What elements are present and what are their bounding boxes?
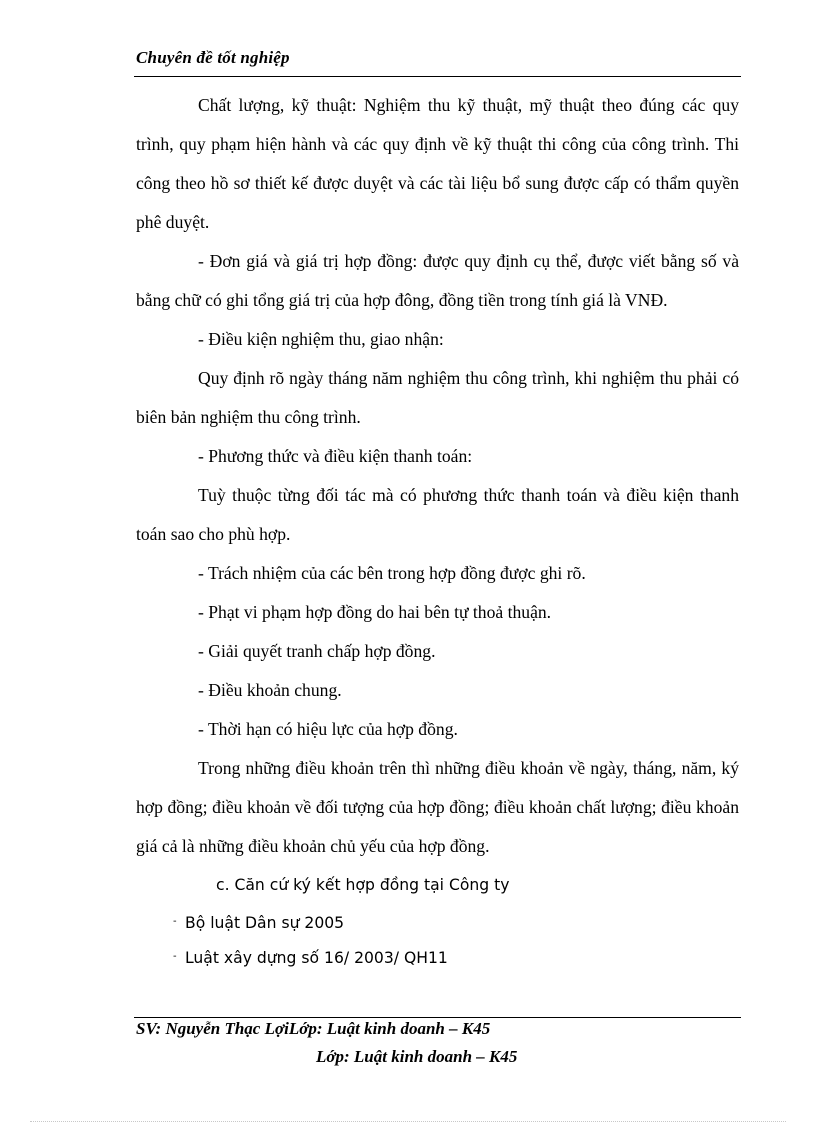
paragraph-acceptance-heading: - Điều kiện nghiệm thu, giao nhận: (198, 329, 444, 349)
list-item: - Giải quyết tranh chấp hợp đồng. (198, 641, 436, 661)
footer-divider (134, 1017, 741, 1018)
list-item: - Trách nhiệm của các bên trong hợp đồng được ghi rõ. (198, 563, 586, 583)
paragraph-main-terms: Trong những điều khoản trên thì những điều khoản về ngày, tháng, năm, ký hợp đồng; điều khoản về đối tượng của hợp đồng; điều khoản chất lượng; điều khoản giá cả là những điều khoản chủ yếu của hợp đồng. (136, 758, 739, 856)
bullet-item-label: Luật xây dựng số 16/ 2003/ QH11 (185, 949, 448, 967)
header-divider (134, 76, 741, 77)
paragraph-acceptance: Quy định rõ ngày tháng năm nghiệm thu công trình, khi nghiệm thu phải có biên bản nghiệm thu công trình. (136, 368, 739, 427)
bullet-item (136, 940, 739, 975)
list-item: - Điều khoản chung. (198, 680, 342, 700)
list-item: - Phạt vi phạm hợp đồng do hai bên tự thoả thuận. (198, 602, 552, 622)
list-item: - Thời hạn có hiệu lực của hợp đồng. (198, 719, 458, 739)
header-title: Chuyên đề tốt nghiệp (136, 48, 290, 67)
bullet-item-label: Bộ luật Dân sự 2005 (185, 914, 345, 932)
page-edge (30, 1121, 786, 1122)
paragraph-payment: Tuỳ thuộc từng đối tác mà có phương thức thanh toán và điều kiện thanh toán sao cho phù hợp. (136, 485, 739, 544)
section-subheading: c. Căn cứ ký kết hợp đồng tại Công ty (216, 876, 510, 894)
paragraph-quality: Chất lượng, kỹ thuật: Nghiệm thu kỹ thuật, mỹ thuật theo đúng các quy trình, quy phạm hiện hành và các quy định về kỹ thuật thi công của công trình. Thi công theo hồ sơ thiết kế được duyệt và các tài liệu bổ sung được cấp có thẩm quyền phê duyệt. (136, 95, 739, 232)
bullet-dash-icon: - (173, 951, 177, 962)
footer-class-line: Lớp: Luật kinh doanh – K45 (316, 1047, 518, 1066)
paragraph-price-value: - Đơn giá và giá trị hợp đồng: được quy định cụ thể, được viết bằng số và bằng chữ có ghi tổng giá trị của hợp đông, đồng tiền trong tính giá là VNĐ. (136, 251, 739, 310)
bullet-dash-icon: - (173, 916, 177, 927)
footer-student-line: SV: Nguyễn Thạc LợiLớp: Luật kinh doanh – K45 (136, 1019, 491, 1038)
body-text (136, 86, 739, 975)
paragraph-payment-heading: - Phương thức và điều kiện thanh toán: (198, 446, 473, 466)
bullet-item (136, 905, 739, 940)
